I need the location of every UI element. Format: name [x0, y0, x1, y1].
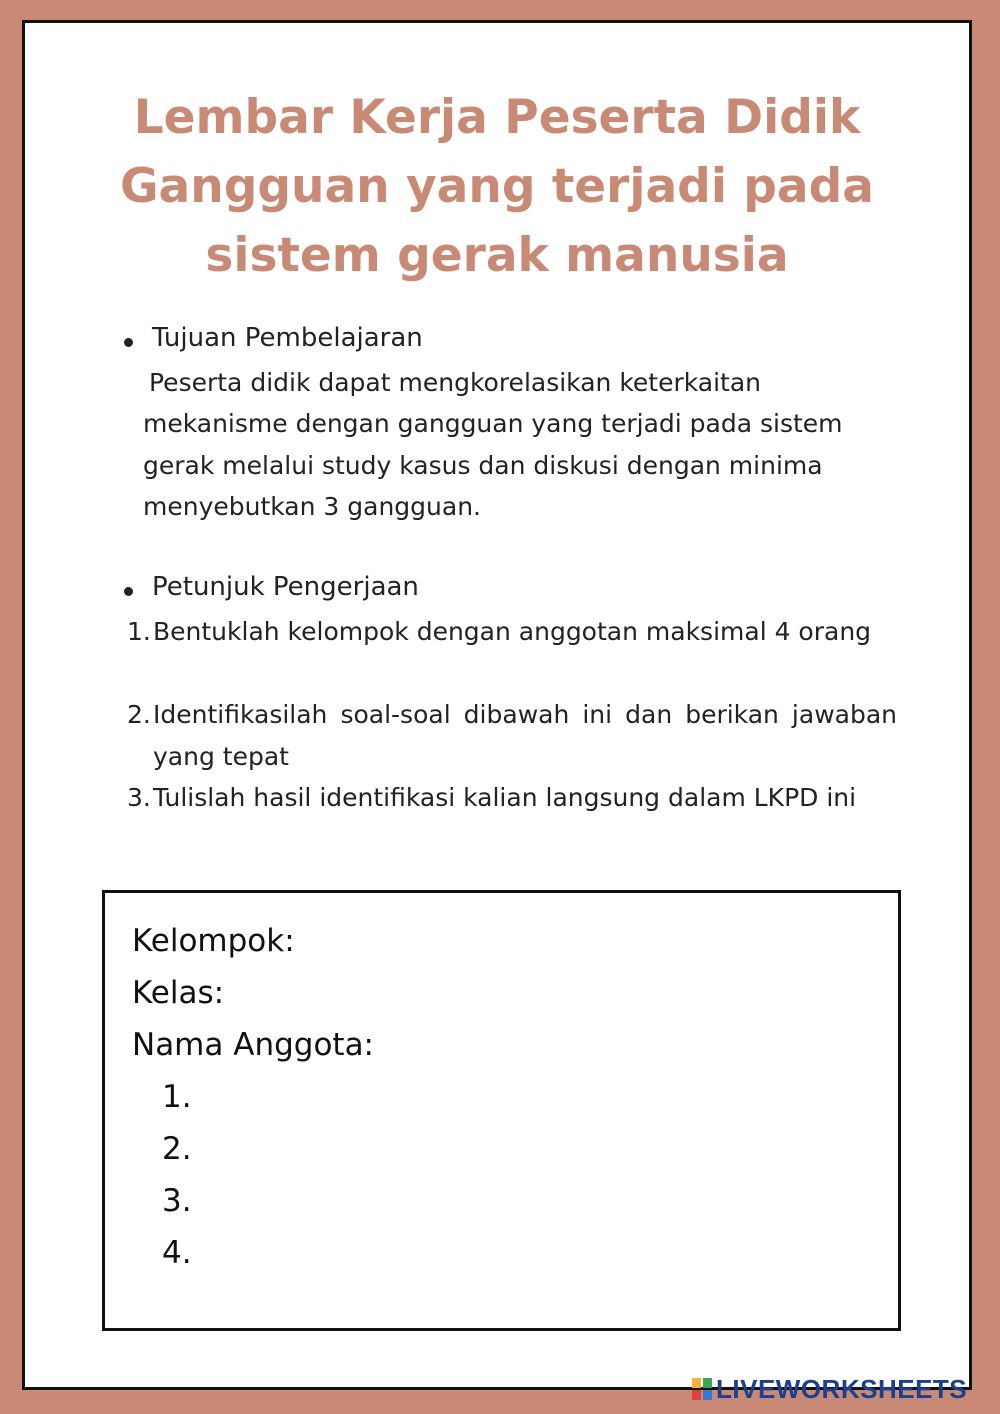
logo-square-2	[703, 1378, 712, 1388]
title-line-3: sistem gerak manusia	[205, 228, 789, 283]
tujuan-line-4: menyebutkan 3 gangguan.	[143, 492, 482, 521]
worksheet-page	[22, 20, 972, 1390]
step-number: 1.	[127, 617, 151, 646]
bullet-tujuan	[124, 338, 133, 347]
group-info-box	[102, 890, 901, 1331]
tujuan-heading: Tujuan Pembelajaran	[152, 323, 423, 353]
logo-square-4	[703, 1390, 712, 1400]
worksheet-title	[25, 83, 969, 290]
title-line-1: Lembar Kerja Peserta Didik	[133, 90, 861, 145]
petunjuk-step-1	[127, 611, 897, 653]
step-text: Bentuklah kelompok dengan anggotan maksimal 4 orang	[153, 617, 872, 646]
logo-square-1	[692, 1378, 701, 1388]
tujuan-line-1: Peserta didik dapat mengkorelasikan keterkaitan	[149, 368, 762, 397]
step-text: Tulislah hasil identifikasi kalian langsung dalam LKPD ini	[153, 783, 857, 812]
member-3: 3.	[162, 1183, 192, 1219]
step-number: 2.	[127, 700, 151, 729]
step-text: Identifikasilah soal-soal dibawah ini dan berikan jawaban yang tepat	[153, 700, 897, 771]
member-2: 2.	[162, 1131, 192, 1167]
kelompok-label: Kelompok:	[132, 923, 295, 959]
member-1: 1.	[162, 1079, 192, 1115]
tujuan-line-2: mekanisme dengan gangguan yang terjadi pada sistem	[143, 409, 843, 438]
petunjuk-step-3	[127, 777, 897, 819]
petunjuk-heading: Petunjuk Pengerjaan	[152, 572, 419, 602]
title-line-2: Gangguan yang terjadi pada	[119, 159, 875, 214]
liveworksheets-watermark	[692, 1374, 967, 1404]
logo-square-3	[692, 1390, 701, 1400]
petunjuk-step-2	[127, 694, 897, 777]
member-4: 4.	[162, 1235, 192, 1271]
nama-anggota-label: Nama Anggota:	[132, 1027, 375, 1063]
kelas-label: Kelas:	[132, 975, 225, 1011]
tujuan-line-3: gerak melalui study kasus dan diskusi dengan minima	[143, 451, 823, 480]
step-number: 3.	[127, 783, 151, 812]
liveworksheets-logo-icon	[692, 1378, 712, 1400]
brand-text: LIVEWORKSHEETS	[716, 1373, 968, 1404]
bullet-petunjuk	[124, 587, 133, 596]
